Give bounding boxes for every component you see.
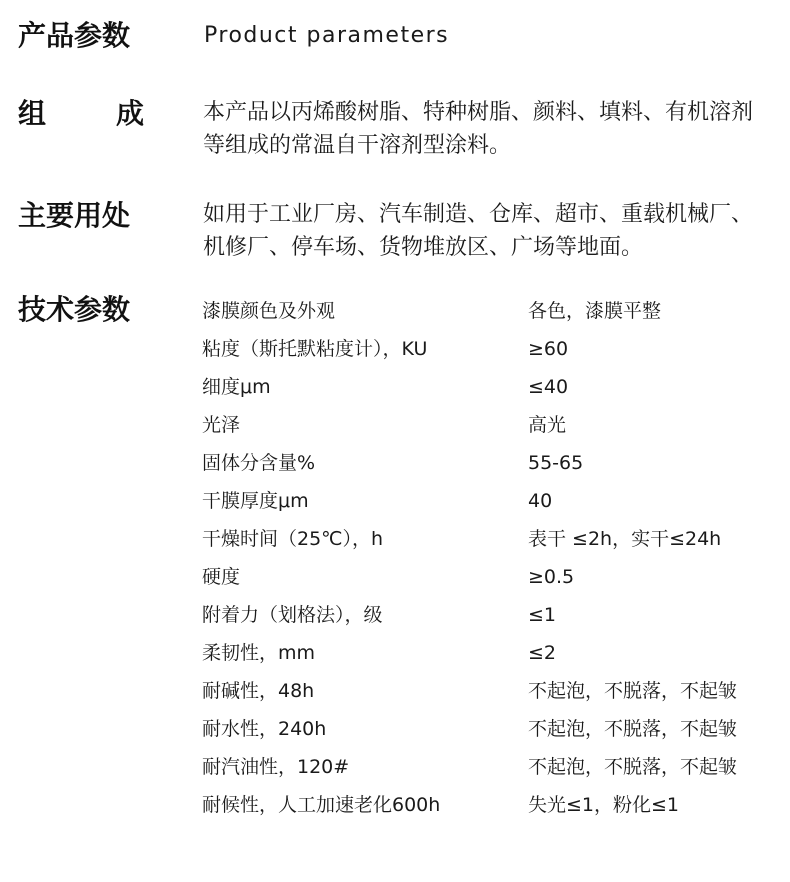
- param-name: 干燥时间（25℃），h: [202, 528, 384, 550]
- usage-label: 主要用处: [18, 199, 131, 232]
- composition-section: [0, 96, 790, 166]
- product-section: [0, 18, 790, 58]
- table-row: [202, 444, 777, 482]
- composition-text: 本产品以丙烯酸树脂、特种树脂、颜料、填料、有机溶剂等组成的常温自干溶剂型涂料。: [203, 100, 754, 158]
- param-value: ≤1: [528, 604, 557, 626]
- param-name: 耐候性，人工加速老化600h: [202, 794, 441, 816]
- table-row: [202, 786, 777, 824]
- param-name: 硬度: [202, 566, 241, 588]
- param-value: 不起泡，不脱落，不起皱: [528, 680, 738, 702]
- param-name: 漆膜颜色及外观: [202, 300, 336, 322]
- table-row: [202, 634, 777, 672]
- composition-label-char-2: 成: [115, 97, 144, 130]
- table-row: [202, 558, 777, 596]
- table-row: [202, 672, 777, 710]
- table-row: [202, 330, 777, 368]
- composition-label-char-1: 组: [18, 97, 47, 130]
- param-value: 40: [528, 490, 553, 512]
- usage-text: 如用于工业厂房、汽车制造、仓库、超市、重载机械厂、机修厂、停车场、货物堆放区、广场等地面。: [203, 202, 754, 260]
- product-subtitle: Product parameters: [204, 23, 450, 48]
- param-name: 粘度（斯托默粘度计），KU: [202, 338, 428, 360]
- param-value: ≥0.5: [528, 566, 575, 588]
- table-row: [202, 710, 777, 748]
- technical-section: [0, 292, 790, 832]
- param-value: ≥60: [528, 338, 569, 360]
- param-name: 干膜厚度μm: [202, 490, 309, 512]
- technical-label: 技术参数: [18, 293, 131, 326]
- param-value: 55-65: [528, 452, 584, 474]
- param-name: 耐碱性，48h: [202, 680, 315, 702]
- param-value: 表干 ≤2h，实干≤24h: [528, 528, 722, 550]
- product-label: 产品参数: [18, 19, 131, 52]
- param-name: 柔韧性，mm: [202, 642, 316, 664]
- param-value: 各色，漆膜平整: [528, 300, 662, 322]
- table-row: [202, 748, 777, 786]
- usage-section: [0, 198, 790, 268]
- table-row: [202, 292, 777, 330]
- param-name: 细度μm: [202, 376, 271, 398]
- composition-label: [18, 96, 144, 132]
- param-value: 高光: [528, 414, 567, 436]
- param-name: 附着力（划格法），级: [202, 604, 383, 626]
- table-row: [202, 520, 777, 558]
- table-row: [202, 596, 777, 634]
- table-row: [202, 368, 777, 406]
- parameter-table: [202, 292, 777, 824]
- param-name: 耐水性，240h: [202, 718, 327, 740]
- param-name: 耐汽油性，120#: [202, 756, 350, 778]
- param-value: ≤40: [528, 376, 569, 398]
- param-value: 不起泡，不脱落，不起皱: [528, 718, 738, 740]
- param-value: 失光≤1，粉化≤1: [528, 794, 680, 816]
- param-name: 光泽: [202, 414, 241, 436]
- table-row: [202, 482, 777, 520]
- table-row: [202, 406, 777, 444]
- param-value: ≤2: [528, 642, 557, 664]
- param-name: 固体分含量%: [202, 452, 316, 474]
- param-value: 不起泡，不脱落，不起皱: [528, 756, 738, 778]
